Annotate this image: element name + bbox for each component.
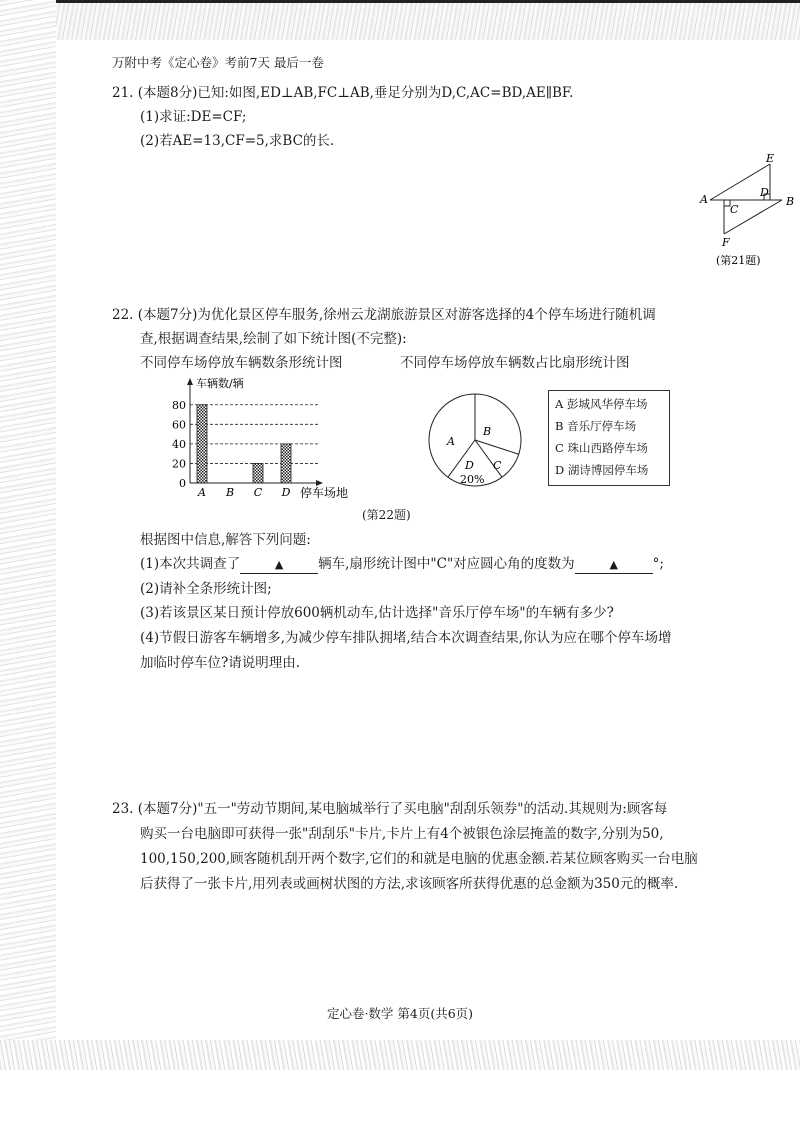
pie-slice-edge <box>475 440 519 454</box>
pie-label-d: D <box>465 459 474 472</box>
answer-blank-angle: ▲ <box>575 557 653 574</box>
label-c: C <box>730 203 739 216</box>
label-f: F <box>722 236 730 249</box>
q22-caption: (第22题) <box>362 508 411 522</box>
bar-chart-title: 不同停车场停放车辆数条形统计图 <box>140 355 343 371</box>
q21-part1: (1)求证:DE=CF; <box>140 109 247 125</box>
answer-blank-count: ▲ <box>240 557 318 574</box>
label-a: A <box>700 193 708 206</box>
q22-part1-c: °; <box>652 556 664 572</box>
q21-part2: (2)若AE=13,CF=5,求BC的长. <box>140 133 335 149</box>
q21-stem: 21. (本题8分)已知:如图,ED⊥AB,FC⊥AB,垂足分别为D,C,AC=BD,AE∥BF. <box>112 85 574 101</box>
legend-item-c: C 珠山西路停车场 <box>555 441 648 455</box>
label-e: E <box>766 152 775 165</box>
x-axis-label: 停车场地 <box>300 486 349 500</box>
q22-part1-b: 辆车,扇形统计图中"C"对应圆心角的度数为 <box>318 556 575 572</box>
q21-caption: (第21题) <box>716 254 761 267</box>
y-tick-label: 20 <box>172 457 186 471</box>
q23-line1: 23. (本题7分)"五一"劳动节期间,某电脑城举行了买电脑"刮刮乐领券"的活动.其规则为:顾客每 <box>112 801 668 817</box>
y-axis-label: 车辆数/辆 <box>196 377 244 390</box>
pie-label-c: C <box>493 459 502 472</box>
bar-c <box>253 463 263 483</box>
y-axis-arrow <box>187 378 193 385</box>
y-tick-label: 40 <box>172 437 186 451</box>
pie-label-d-percent: 20% <box>460 473 485 486</box>
bar-d <box>281 444 291 483</box>
q22-part1-a: (1)本次共调查了 <box>140 556 241 572</box>
bar-a <box>197 405 207 483</box>
pie-legend <box>548 390 670 486</box>
legend-item-b: B 音乐厅停车场 <box>555 419 637 433</box>
q22-part4-line2: 加临时停车位?请说明理由. <box>140 655 301 671</box>
q22-part3: (3)若该景区某日预计停放600辆机动车,估计选择"音乐厅停车场"的车辆有多少? <box>140 605 614 621</box>
bar-chart <box>160 375 380 505</box>
legend-item-a: A 彭城风华停车场 <box>555 397 648 411</box>
q22-part4-line1: (4)节假日游客车辆增多,为减少停车排队拥堵,结合本次调查结果,你认为应在哪个停车场增 <box>140 630 672 646</box>
pie-chart-title: 不同停车场停放车辆数占比扇形统计图 <box>400 355 630 371</box>
pie-chart <box>420 385 530 495</box>
x-tick-label: D <box>281 486 291 499</box>
pie-label-a: A <box>447 435 455 448</box>
q21-figure-lines <box>710 164 782 234</box>
q23-line4: 后获得了一张卡片,用列表或画树状图的方法,求该顾客所获得优惠的总金额为350元的概率. <box>140 876 679 892</box>
label-d: D <box>760 186 769 199</box>
x-tick-label: B <box>225 486 235 499</box>
page-header: 万附中考《定心卷》考前7天 最后一卷 <box>112 55 324 70</box>
y-tick-label: 80 <box>172 398 186 412</box>
x-tick-label: C <box>253 486 263 499</box>
q22-part1 <box>140 554 664 574</box>
x-tick-label: A <box>198 486 206 499</box>
y-tick-label: 60 <box>172 418 186 432</box>
pie-label-b: B <box>483 425 492 438</box>
q22-stem-line2: 查,根据调查结果,绘制了如下统计图(不完整): <box>140 331 407 347</box>
q23-line3: 100,150,200,顾客随机刮开两个数字,它们的和就是电脑的优惠金额.若某位顾客购买一台电脑 <box>140 851 698 867</box>
q21-figure <box>690 150 800 270</box>
legend-item-d: D 湖诗博园停车场 <box>555 463 649 477</box>
q22-intro: 根据图中信息,解答下列问题: <box>140 532 311 548</box>
label-b: B <box>786 195 795 208</box>
q22-part2: (2)请补全条形统计图; <box>140 581 272 597</box>
y-tick-label: 0 <box>179 477 186 490</box>
q22-stem-line1: 22. (本题7分)为优化景区停车服务,徐州云龙湖旅游景区对游客选择的4个停车场进行随机调 <box>112 307 656 323</box>
q23-line2: 购买一台电脑即可获得一张"刮刮乐"卡片,卡片上有4个被银色涂层掩盖的数字,分别为50, <box>140 826 664 842</box>
page-footer: 定心卷·数学 第4页(共6页) <box>326 1006 474 1021</box>
